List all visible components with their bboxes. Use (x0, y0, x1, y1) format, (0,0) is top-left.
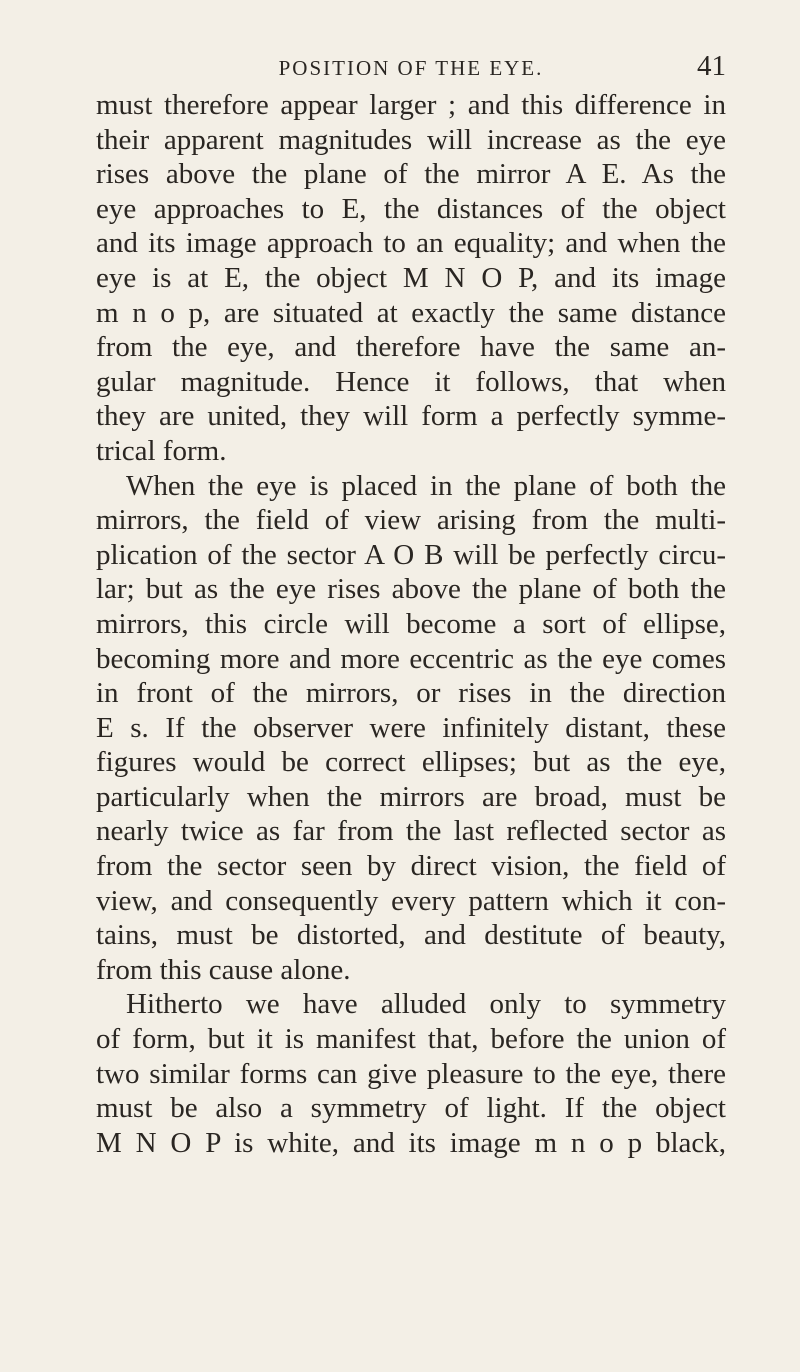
paragraph-3 (96, 987, 726, 1160)
running-head (96, 50, 726, 86)
text-line: view, and consequently every pattern which it con- (96, 884, 726, 917)
text-line: from the sector seen by direct vision, the field of (96, 850, 726, 883)
text-line: m n o p, are situated at exactly the same distance (96, 296, 726, 329)
text-line: from the eye, and therefore have the same an- (96, 331, 726, 364)
text-line: tains, must be distorted, and destitute of beauty, (96, 919, 726, 952)
text-line: When the eye is placed in the plane of both the (126, 469, 726, 502)
text-line: rises above the plane of the mirror A E. As the (96, 158, 726, 191)
text-line: lar; but as the eye rises above the plane of both the (96, 573, 726, 606)
text-line: mirrors, this circle will become a sort of ellipse, (96, 607, 726, 640)
text-line: and its image approach to an equality; and when the (96, 227, 726, 260)
text-line: must therefore appear larger ; and this difference in (96, 89, 726, 121)
text-line: of form, but it is manifest that, before the union of (96, 1023, 726, 1056)
running-title: POSITION OF THE EYE. (278, 56, 544, 80)
text-line: must be also a symmetry of light. If the object (96, 1092, 726, 1125)
text-line: Hitherto we have alluded only to symmetry (126, 988, 726, 1021)
text-line: eye is at E, the object M N O P, and its image (96, 261, 726, 294)
text-line: mirrors, the field of view arising from the multi- (96, 504, 726, 537)
text-line: from this cause alone. (96, 953, 351, 986)
text-line: they are united, they will form a perfectly symme- (96, 400, 726, 433)
paragraph-2 (96, 469, 726, 988)
text-line: eye approaches to E, the distances of the object (96, 192, 726, 225)
paragraph-1 (96, 88, 726, 469)
page-number: 41 (697, 50, 726, 82)
text-line: E s. If the observer were infinitely distant, these (96, 711, 726, 744)
text-line: particularly when the mirrors are broad, must be (96, 780, 726, 813)
text-line: trical form. (96, 434, 227, 467)
text-line: their apparent magnitudes will increase as the eye (96, 123, 726, 156)
text-line: M N O P is white, and its image m n o p black, (96, 1126, 726, 1159)
text-line: gular magnitude. Hence it follows, that when (96, 365, 726, 398)
text-line: figures would be correct ellipses; but as the eye, (96, 746, 726, 779)
text-line: plication of the sector A O B will be perfectly circu- (96, 538, 726, 571)
text-line: nearly twice as far from the last reflected sector as (96, 815, 726, 848)
text-line: becoming more and more eccentric as the eye comes (96, 642, 726, 675)
text-line: in front of the mirrors, or rises in the direction (96, 677, 726, 710)
body-text (96, 88, 726, 1160)
text-line: two similar forms can give pleasure to the eye, there (96, 1057, 726, 1090)
